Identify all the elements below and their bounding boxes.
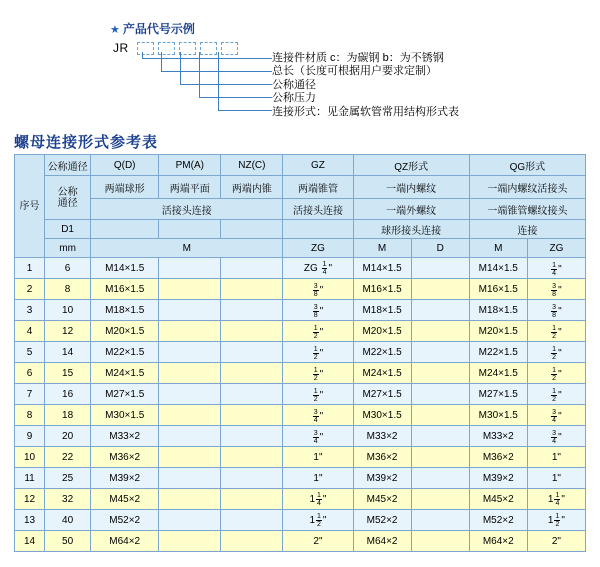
cell-qg-m: M52×2: [469, 510, 527, 531]
table-header-row: [15, 176, 586, 199]
cell-qg-zg: $\frac{1}{2}$ ": [527, 363, 585, 384]
cell-qg-zg: $\frac{1}{4}$ ": [527, 258, 585, 279]
header-type-qg: 一端内螺纹活接头: [469, 176, 585, 199]
cell-nz: [221, 321, 283, 342]
header-type-pm: 两端平面: [159, 176, 221, 199]
cell-qg-m: M36×2: [469, 447, 527, 468]
cell-qg-zg: 2": [527, 531, 585, 552]
cell-qg-m: M33×2: [469, 426, 527, 447]
cell-gz: $\frac{1}{2}$ ": [283, 384, 353, 405]
cell-qz-m: M20×1.5: [353, 321, 411, 342]
cell-gz: $\frac{3}{4}$ ": [283, 405, 353, 426]
cell-dn: 12: [45, 321, 91, 342]
cell-dn: 25: [45, 468, 91, 489]
cell-q: M20×1.5: [91, 321, 159, 342]
cell-nz: [221, 405, 283, 426]
cell-dn: 10: [45, 300, 91, 321]
cell-seq: 3: [15, 300, 45, 321]
cell-q: M30×1.5: [91, 405, 159, 426]
legend-item: 连接形式：见金属软管常用结构形式表: [272, 105, 459, 118]
header-unit-qg-m: M: [469, 239, 527, 258]
cell-qz-d: [411, 258, 469, 279]
cell-qz-d: [411, 384, 469, 405]
cell-seq: 10: [15, 447, 45, 468]
product-code-legend: [0, 0, 600, 130]
header-unit-m: M: [91, 239, 283, 258]
cell-q: M36×2: [91, 447, 159, 468]
cell-qg-zg: $\frac{3}{8}$ ": [527, 300, 585, 321]
cell-qg-zg: 1": [527, 468, 585, 489]
header-seq: 序号: [15, 155, 45, 258]
cell-q: M18×1.5: [91, 300, 159, 321]
header-type-nz: 两端内锥: [221, 176, 283, 199]
cell-seq: 4: [15, 321, 45, 342]
cell-qz-m: M36×2: [353, 447, 411, 468]
cell-pm: [159, 279, 221, 300]
cell-q: M45×2: [91, 489, 159, 510]
table-row: [15, 258, 586, 279]
header-sub-qz: 球形接头连接: [353, 220, 469, 239]
cell-gz: 2": [283, 531, 353, 552]
cell-qz-d: [411, 279, 469, 300]
header-join-gz: 活接头连接: [283, 199, 353, 220]
cell-qz-d: [411, 426, 469, 447]
cell-qz-m: M14×1.5: [353, 258, 411, 279]
cell-nz: [221, 363, 283, 384]
cell-nz: [221, 342, 283, 363]
cell-nz: [221, 531, 283, 552]
cell-qg-m: M39×2: [469, 468, 527, 489]
cell-pm: [159, 531, 221, 552]
cell-nz: [221, 279, 283, 300]
cell-nz: [221, 258, 283, 279]
star-icon: ★: [110, 24, 120, 36]
cell-seq: 8: [15, 405, 45, 426]
cell-pm: [159, 342, 221, 363]
cell-q: M24×1.5: [91, 363, 159, 384]
cell-pm: [159, 300, 221, 321]
cell-gz: $\frac{3}{4}$ ": [283, 426, 353, 447]
header-unit-mm: mm: [45, 239, 91, 258]
cell-pm: [159, 426, 221, 447]
cell-dn: 16: [45, 384, 91, 405]
leader-lines: [128, 52, 268, 114]
cell-qg-m: M27×1.5: [469, 384, 527, 405]
legend-title-text: 产品代号示例: [122, 22, 195, 36]
cell-dn: 40: [45, 510, 91, 531]
cell-q: M16×1.5: [91, 279, 159, 300]
table-row: [15, 279, 586, 300]
cell-pm: [159, 363, 221, 384]
header-blank-q: [91, 220, 159, 239]
cell-seq: 2: [15, 279, 45, 300]
cell-gz: $\frac{3}{8}$ ": [283, 279, 353, 300]
cell-seq: 1: [15, 258, 45, 279]
cell-dn: 50: [45, 531, 91, 552]
cell-nz: [221, 384, 283, 405]
cell-qg-zg: 1 $\frac{1}{4}$ ": [527, 489, 585, 510]
cell-qg-zg: 1": [527, 447, 585, 468]
cell-nz: [221, 300, 283, 321]
cell-dn: 15: [45, 363, 91, 384]
cell-q: M64×2: [91, 531, 159, 552]
header-type-gz: 两端锥管: [283, 176, 353, 199]
cell-dn: 18: [45, 405, 91, 426]
header-blank-pm: [159, 220, 221, 239]
cell-dn: 8: [45, 279, 91, 300]
header-unit-qz-d: D: [411, 239, 469, 258]
cell-qg-zg: $\frac{1}{2}$ ": [527, 384, 585, 405]
cell-qg-m: M16×1.5: [469, 279, 527, 300]
cell-qg-m: M14×1.5: [469, 258, 527, 279]
cell-qz-d: [411, 363, 469, 384]
header-blank-gz: [283, 220, 353, 239]
cell-gz: ZG $\frac{1}{4}$ ": [283, 258, 353, 279]
cell-pm: [159, 510, 221, 531]
table-row: [15, 405, 586, 426]
cell-seq: 12: [15, 489, 45, 510]
table-row: [15, 510, 586, 531]
header-dn: 公称通径: [45, 155, 91, 176]
table-row: [15, 468, 586, 489]
cell-seq: 13: [15, 510, 45, 531]
cell-gz: $\frac{1}{2}$ ": [283, 321, 353, 342]
table-row: [15, 342, 586, 363]
cell-nz: [221, 489, 283, 510]
cell-q: M14×1.5: [91, 258, 159, 279]
cell-qz-m: M30×1.5: [353, 405, 411, 426]
table-row: [15, 426, 586, 447]
cell-nz: [221, 426, 283, 447]
cell-gz: 1": [283, 468, 353, 489]
cell-qg-m: M30×1.5: [469, 405, 527, 426]
cell-seq: 5: [15, 342, 45, 363]
cell-gz: 1 $\frac{1}{4}$ ": [283, 489, 353, 510]
cell-qg-zg: $\frac{1}{2}$ ": [527, 321, 585, 342]
cell-gz: $\frac{1}{2}$ ": [283, 363, 353, 384]
cell-qz-m: M39×2: [353, 468, 411, 489]
table-row: [15, 447, 586, 468]
cell-qz-d: [411, 300, 469, 321]
header-d1: D1: [45, 220, 91, 239]
cell-seq: 7: [15, 384, 45, 405]
page-title: 螺母连接形式参考表: [14, 134, 159, 151]
cell-pm: [159, 405, 221, 426]
cell-seq: 11: [15, 468, 45, 489]
cell-qz-m: M27×1.5: [353, 384, 411, 405]
cell-qz-d: [411, 405, 469, 426]
legend-item: 总长（长度可根据用户要求定制）: [272, 65, 437, 78]
cell-dn: 6: [45, 258, 91, 279]
cell-qz-d: [411, 342, 469, 363]
cell-qz-d: [411, 510, 469, 531]
cell-qz-m: M22×1.5: [353, 342, 411, 363]
header-type-qz: 一端内螺纹: [353, 176, 469, 199]
header-blank-nz: [221, 220, 283, 239]
cell-qg-m: M64×2: [469, 531, 527, 552]
cell-nz: [221, 468, 283, 489]
cell-nz: [221, 510, 283, 531]
table-row: [15, 489, 586, 510]
cell-dn: 22: [45, 447, 91, 468]
header-unit-zg: ZG: [283, 239, 353, 258]
cell-dn: 20: [45, 426, 91, 447]
header-code-gz: GZ: [283, 155, 353, 176]
legend-item: 公称通径: [272, 78, 316, 91]
cell-seq: 14: [15, 531, 45, 552]
cell-nz: [221, 447, 283, 468]
table-header-row: [15, 220, 586, 239]
cell-dn: 32: [45, 489, 91, 510]
cell-qg-m: M24×1.5: [469, 363, 527, 384]
cell-qg-m: M20×1.5: [469, 321, 527, 342]
table-header-row: [15, 239, 586, 258]
header-code-nz: NZ(C): [221, 155, 283, 176]
table-row: [15, 321, 586, 342]
table-row: [15, 384, 586, 405]
legend-title: [110, 20, 195, 37]
header-sub-qg: 连接: [469, 220, 585, 239]
header-code-qz: QZ形式: [353, 155, 469, 176]
cell-qg-zg: $\frac{1}{2}$ ": [527, 342, 585, 363]
header-unit-qg-zg: ZG: [527, 239, 585, 258]
cell-qz-m: M16×1.5: [353, 279, 411, 300]
cell-qz-d: [411, 447, 469, 468]
cell-pm: [159, 447, 221, 468]
cell-pm: [159, 489, 221, 510]
cell-qz-d: [411, 321, 469, 342]
legend-items: [272, 52, 459, 119]
header-join-left: 活接头连接: [91, 199, 283, 220]
table-row: [15, 531, 586, 552]
nut-connection-table: [14, 154, 586, 552]
cell-qg-zg: $\frac{3}{4}$ ": [527, 405, 585, 426]
cell-qg-m: M45×2: [469, 489, 527, 510]
cell-qg-zg: 1 $\frac{1}{2}$ ": [527, 510, 585, 531]
cell-qz-m: M33×2: [353, 426, 411, 447]
cell-qg-m: M22×1.5: [469, 342, 527, 363]
table-body: [15, 258, 586, 552]
cell-qz-m: M24×1.5: [353, 363, 411, 384]
legend-item: 公称压力: [272, 92, 316, 105]
header-unit-qz-m: M: [353, 239, 411, 258]
header-join-qg: 一端锥管螺纹接头: [469, 199, 585, 220]
table-header-row: [15, 155, 586, 176]
cell-qz-m: M18×1.5: [353, 300, 411, 321]
table-row: [15, 300, 586, 321]
cell-gz: $\frac{3}{8}$ ": [283, 300, 353, 321]
cell-qz-d: [411, 531, 469, 552]
header-type-q: 两端球形: [91, 176, 159, 199]
cell-seq: 6: [15, 363, 45, 384]
cell-qz-d: [411, 489, 469, 510]
cell-qz-d: [411, 468, 469, 489]
cell-seq: 9: [15, 426, 45, 447]
cell-qz-m: M52×2: [353, 510, 411, 531]
cell-q: M22×1.5: [91, 342, 159, 363]
cell-q: M52×2: [91, 510, 159, 531]
header-code-pm: PM(A): [159, 155, 221, 176]
table-header-row: [15, 199, 586, 220]
header-code-qg: QG形式: [469, 155, 585, 176]
code-prefix: JR: [113, 41, 129, 55]
header-code-q: Q(D): [91, 155, 159, 176]
cell-qz-m: M64×2: [353, 531, 411, 552]
cell-q: M33×2: [91, 426, 159, 447]
header-join-qz: 一端外螺纹: [353, 199, 469, 220]
cell-pm: [159, 321, 221, 342]
cell-pm: [159, 384, 221, 405]
cell-pm: [159, 258, 221, 279]
cell-qg-zg: $\frac{3}{8}$ ": [527, 279, 585, 300]
table-row: [15, 363, 586, 384]
cell-gz: $\frac{1}{2}$ ": [283, 342, 353, 363]
cell-qz-m: M45×2: [353, 489, 411, 510]
cell-dn: 14: [45, 342, 91, 363]
header-dn-cn: 公称 通径: [45, 176, 91, 220]
cell-q: M27×1.5: [91, 384, 159, 405]
cell-qg-m: M18×1.5: [469, 300, 527, 321]
cell-gz: 1": [283, 447, 353, 468]
cell-q: M39×2: [91, 468, 159, 489]
cell-gz: 1 $\frac{1}{2}$ ": [283, 510, 353, 531]
cell-pm: [159, 468, 221, 489]
cell-qg-zg: $\frac{3}{4}$ ": [527, 426, 585, 447]
legend-item: 连接件材质 c：为碳钢 b：为不锈钢: [272, 52, 444, 64]
